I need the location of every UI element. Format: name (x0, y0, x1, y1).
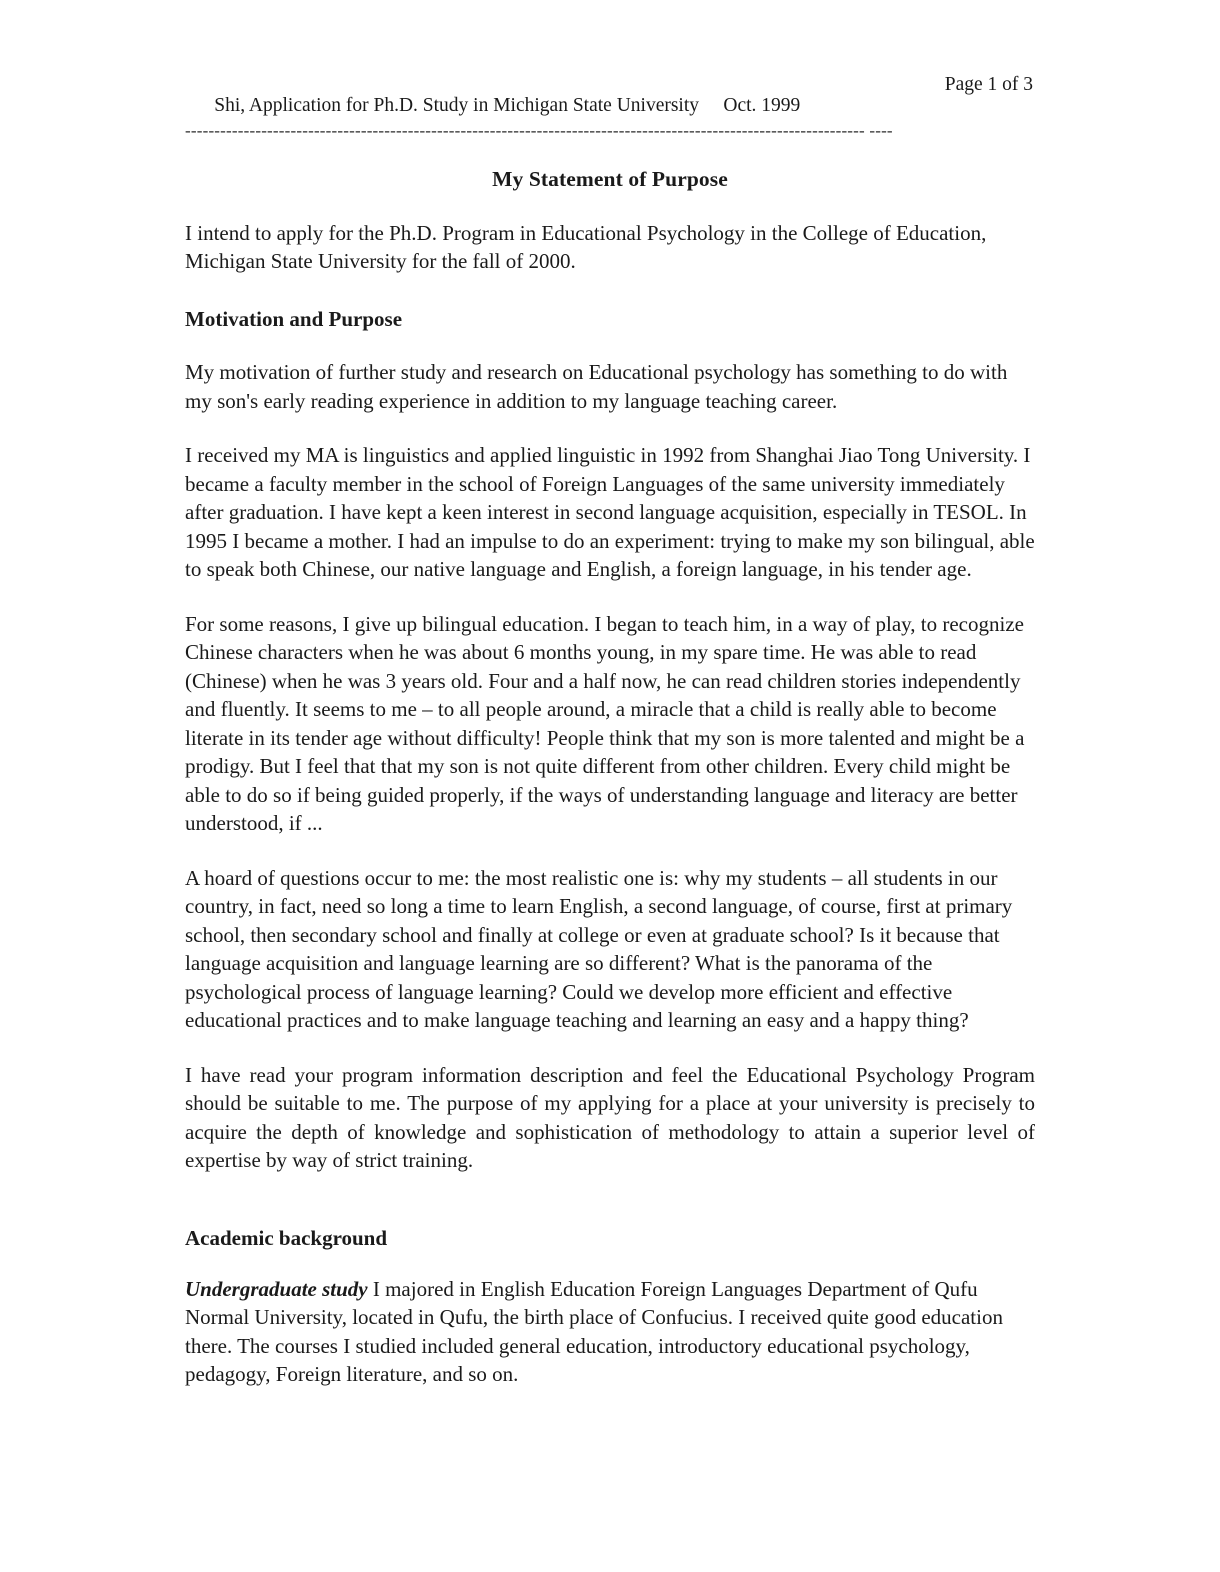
paragraph-motivation-2: I received my MA is linguistics and applied linguistic in 1992 from Shanghai Jiao Tong University. I became a faculty member in the school of Foreign Languages of the same university immediately after graduation. I have kept a keen interest in second language acquisition, especially in TESOL. In 1995 I became a mother. I had an impulse to do an experiment: trying to make my son bilingual, able to speak both Chinese, our native language and English, a foreign language, in his tender age. (185, 443, 1035, 582)
section-heading-motivation: Motivation and Purpose (185, 306, 403, 331)
paragraph-undergraduate-text: I majored in English Education Foreign Languages Department of Qufu Normal University, located in Qufu, the birth place of Confucius. I received quite good education there. The courses I studied included general education, introductory educational psychology, pedagogy, Foreign literature, and so on. (185, 1276, 1003, 1387)
paragraph-motivation-4: A hoard of questions occur to me: the most realistic one is: why my students – all students in our country, in fact, need so long a time to learn English, a second language, of course, first at primary school, then secondary school and finally at college or even at graduate school? Is it because that language acquisition and language learning are so different? What is the panorama of the psychological process of language learning? Could we develop more efficient and effective educational practices and to make language teaching and learning an easy and a happy thing? (185, 865, 1013, 1033)
running-header (185, 0, 1035, 120)
paragraph-motivation-1: My motivation of further study and research on Educational psychology has something to do with my son's early reading experience in addition to my language teaching career. (185, 360, 1008, 413)
paragraph-motivation-3: For some reasons, I give up bilingual education. I began to teach him, in a way of play, to recognize Chinese characters when he was about 6 months young, in my spare time. He was able to read (Chinese) when he was 3 years old. Four and a half now, he can read children stories independently and fluently. It seems to me – to all people around, a miracle that a child is really able to become literate in its tender age without difficulty! People think that my son is more talented and might be a prodigy. But I feel that that my son is not quite different from other children. Every child might be able to do so if being guided properly, if the ways of understanding language and literacy are better understood, if ... (185, 611, 1025, 836)
paragraph-intro: I intend to apply for the Ph.D. Program in Educational Psychology in the College of Education, Michigan State University for the fall of 2000. (185, 220, 987, 274)
section-heading-academic: Academic background (185, 1225, 388, 1250)
header-divider: -------------------------------------------------------------------------------------------------------------------- ---- (185, 126, 893, 140)
header-spacer (699, 95, 723, 116)
page-title: My Statement of Purpose (492, 167, 728, 191)
lead-term-undergraduate-study: Undergraduate study (185, 1276, 368, 1301)
header-page-number: Page 1 of 3 (944, 74, 1033, 95)
paragraph-undergraduate (185, 1251, 1035, 1389)
paragraph-motivation-5: I have read your program information description and feel the Educational Psychology Program should be suitable to me. The purpose of my applying for a place at your university is precisely to acquire the depth of knowledge and sophistication of methodology to attain a superior level of expertise by way of strict training. (185, 1062, 1035, 1173)
page-content (185, 0, 1035, 1389)
header-date: Oct. 1999 (723, 95, 801, 117)
header-title: Shi, Application for Ph.D. Study in Michigan State University (214, 95, 700, 117)
